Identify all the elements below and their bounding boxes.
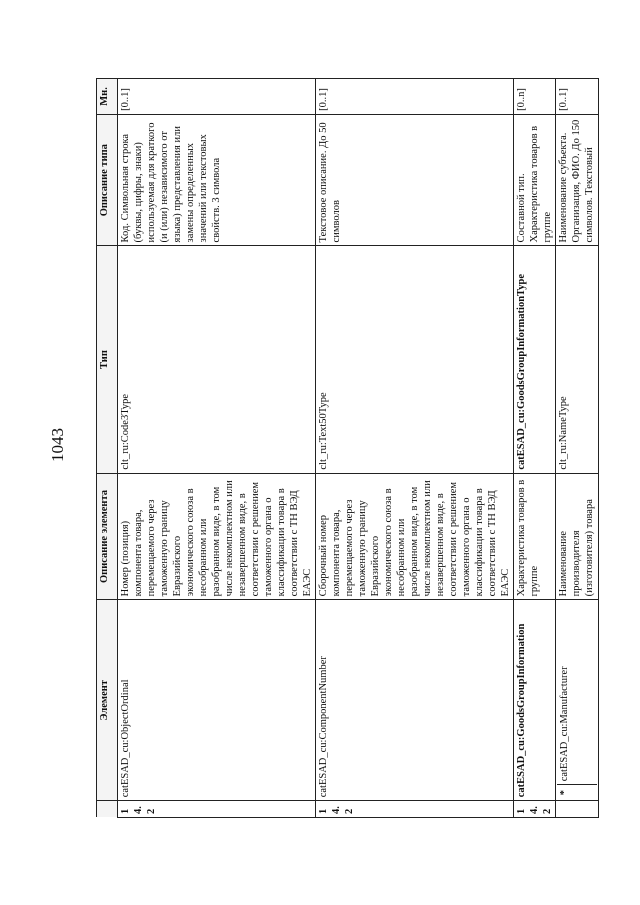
rotated-table-wrapper xyxy=(96,78,595,818)
row-number: 14.2 xyxy=(514,801,556,818)
table-row xyxy=(556,79,599,818)
type-description: Наименование субъекта. Организация, ФИО. До 150 символов. Текстовый xyxy=(556,114,599,246)
header-num xyxy=(97,801,118,818)
element-name-cell xyxy=(556,600,599,801)
element-name: catESAD_cu:ObjectOrdinal xyxy=(118,600,316,801)
element-type: catESAD_cu:GoodsGroupInformationType xyxy=(514,246,556,473)
header-multiplicity: Мн. xyxy=(97,79,118,115)
table-row xyxy=(514,79,556,818)
header-element: Элемент xyxy=(97,600,118,801)
element-description: Номер (позиция) компонента товара, перемещаемого через таможенную границу Евразийского экономического союза в несобранном или разобранном виде, в том числе некомплектном или незавершенном виде, в соответствии с решением таможенного органа о классификации товара в соответствии с ТН ВЭД ЕАЭС xyxy=(118,473,316,600)
element-description: Характеристика товаров в группе xyxy=(514,473,556,600)
multiplicity: [0..1] xyxy=(316,79,514,115)
element-name: catESAD_cu:GoodsGroupInformation xyxy=(514,600,556,801)
header-type: Тип xyxy=(97,246,118,473)
element-type: clt_ru:NameType xyxy=(556,246,599,473)
row-number xyxy=(556,801,599,818)
element-type: clt_ru:Code3Type xyxy=(118,246,316,473)
type-description: Составной тип. Характеристика товаров в группе xyxy=(514,114,556,246)
type-description: Код. Символьная строка (буквы, цифры, знаки) используемая для краткого (и (или) независимого от языка) представления или замены определенных значений или текстовых свойств. 3 символа xyxy=(118,114,316,246)
element-description: Сборочный номер компонента товара, перемещаемого через таможенную границу Евразийского экономического союза в несобранном или разобранном виде, в том числе некомплектном или незавершенном виде, в соответствии с решением таможенного органа о классификации товара в соответствии с ТН ВЭД ЕАЭС xyxy=(316,473,514,600)
element-type: clt_ru:Text50Type xyxy=(316,246,514,473)
multiplicity: [0..1] xyxy=(556,79,599,115)
header-type-description: Описание типа xyxy=(97,114,118,246)
element-name: catESAD_cu:Manufacturer xyxy=(559,666,570,782)
row-number: 14.2 xyxy=(316,801,514,818)
table-row xyxy=(118,79,316,818)
type-description: Текстовое описание. До 50 символов xyxy=(316,114,514,246)
table-header-row xyxy=(97,79,118,818)
row-number: 14.2 xyxy=(118,801,316,818)
document-table xyxy=(96,78,599,818)
header-element-description: Описание элемента xyxy=(97,473,118,600)
page-number: 1043 xyxy=(48,428,67,462)
multiplicity: [0..1] xyxy=(118,79,316,115)
element-name: catESAD_cu:ComponentNumber xyxy=(316,600,514,801)
nested-marker: * xyxy=(557,784,597,797)
element-description: Наименование производителя (изготовителя) товара xyxy=(556,473,599,600)
multiplicity: [0..n] xyxy=(514,79,556,115)
table-row xyxy=(316,79,514,818)
